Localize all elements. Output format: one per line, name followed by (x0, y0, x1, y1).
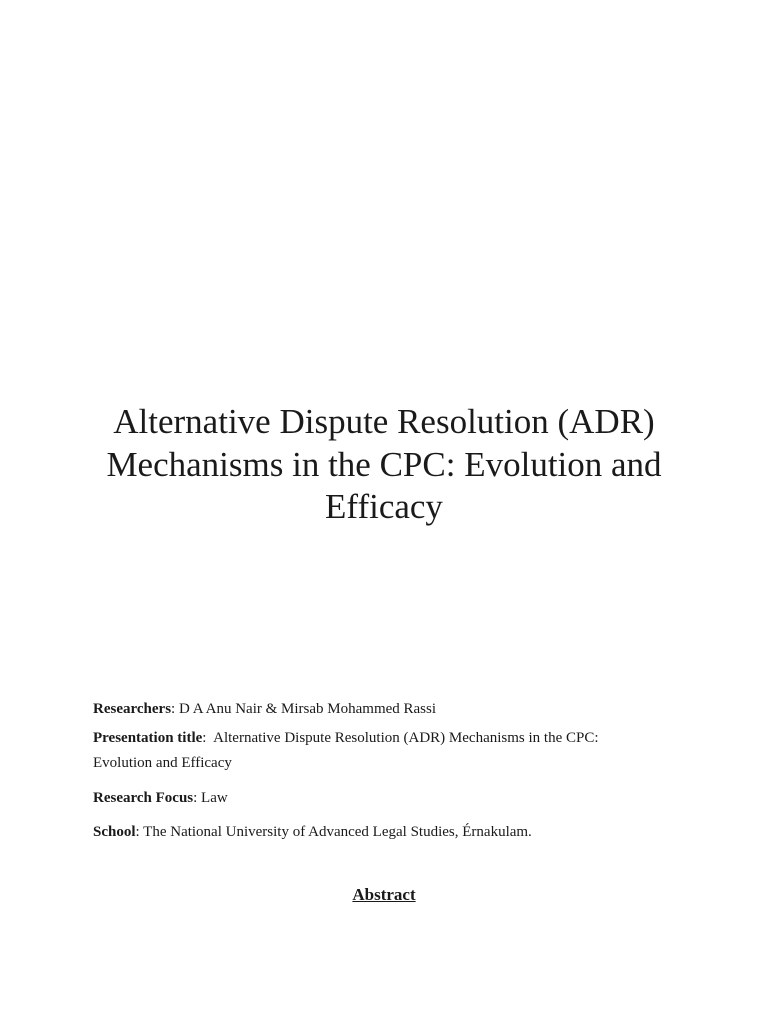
school-label: School (93, 824, 136, 840)
research-focus-value: : Law (193, 790, 228, 806)
abstract-heading: Abstract (352, 885, 416, 904)
research-focus-line (93, 786, 653, 811)
document-title: Alternative Dispute Resolution (ADR) Mechanisms in the CPC: Evolution and Efficacy (106, 402, 662, 526)
researchers-value: : D A Anu Nair & Mirsab Mohammed Rassi (171, 701, 437, 717)
researchers-label: Researchers (93, 701, 172, 717)
presentation-title-label: Presentation title (93, 730, 203, 746)
research-focus-label: Research Focus (93, 790, 194, 806)
researchers-line (93, 697, 653, 722)
presentation-title-line (93, 726, 653, 775)
school-value: : The National University of Advanced Legal Studies, Érnakulam. (135, 824, 532, 840)
school-line (93, 820, 653, 845)
presentation-title-value: : Alternative Dispute Resolution (ADR) Mechanisms in the CPC: Evolution and Efficacy (93, 730, 603, 771)
